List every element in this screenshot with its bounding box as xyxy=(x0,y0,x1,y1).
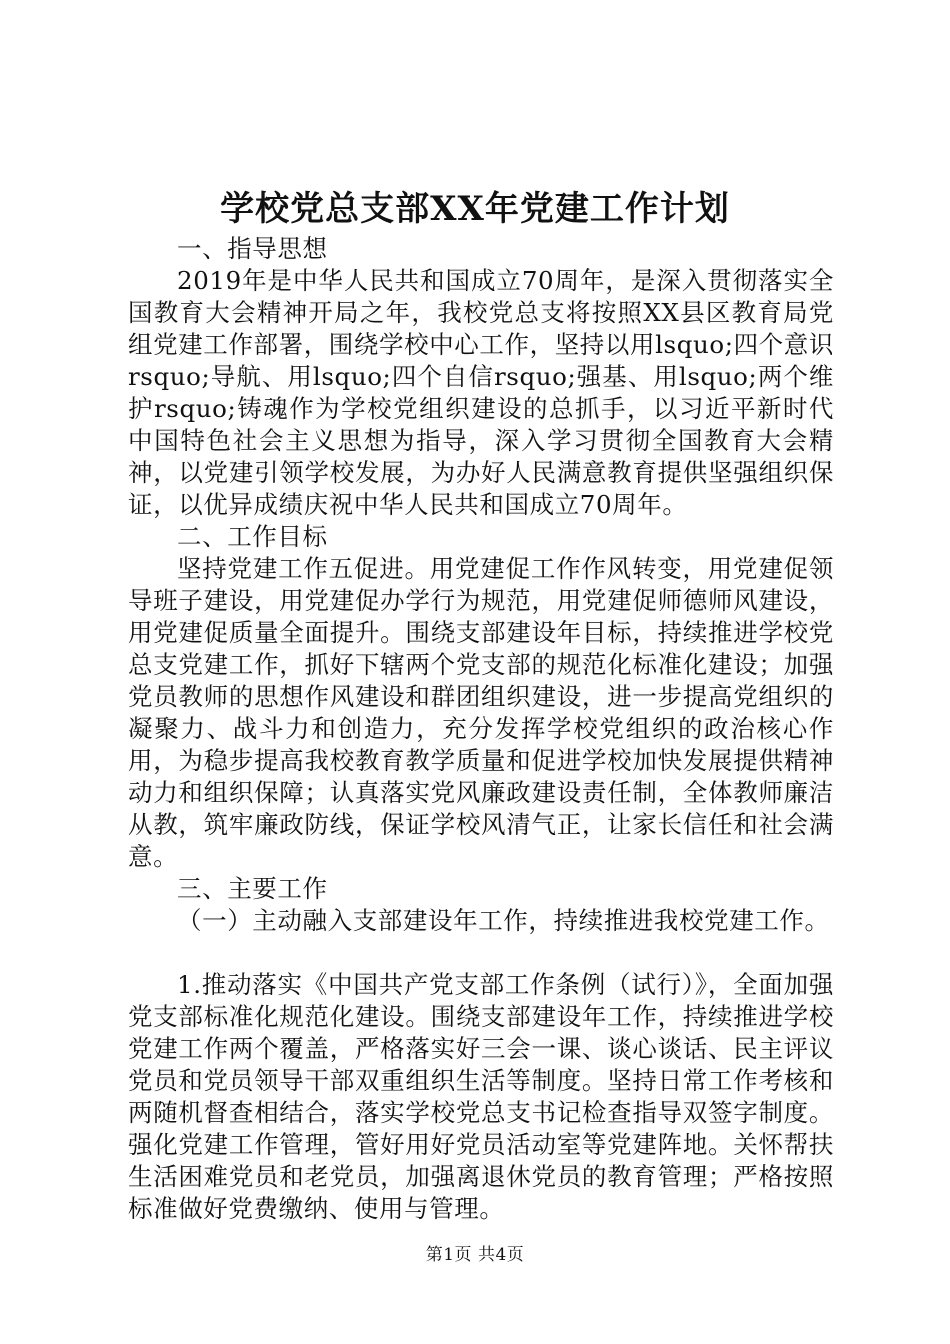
paragraph-guiding-ideology: 2019年是中华人民共和国成立70周年，是深入贯彻落实全国教育大会精神开局之年，我校党总支将按照XX县区教育局党组党建工作部署，围绕学校中心工作，坚持以用lsquo;四个意识rsquo;导航、用lsquo;四个自信rsquo;强基、用lsquo;两个维护rsquo;铸魂作为学校党组织建设的总抓手，以习近平新时代中国特色社会主义思想为指导，深入学习贯彻全国教育大会精神，以党建引领学校发展，为办好人民满意教育提供坚强组织保证，以优异成绩庆祝中华人民共和国成立70周年。 xyxy=(128,266,834,519)
document-title: 学校党总支部XX年党建工作计划 xyxy=(220,189,730,229)
paragraph-work-goals: 坚持党建工作五促进。用党建促工作作风转变，用党建促领导班子建设，用党建促办学行为规范，用党建促师德师风建设，用党建促质量全面提升。围绕支部建设年目标，持续推进学校党总支党建工作，抓好下辖两个党支部的规范化标准化建设；加强党员教师的思想作风建设和群团组织建设，进一步提高党组织的凝聚力、战斗力和创造力，充分发挥学校党组织的政治核心作用，为稳步提高我校教育教学质量和促进学校加快发展提供精神动力和组织保障；认真落实党风廉政建设责任制，全体教师廉洁从教，筑牢廉政防线，保证学校风清气正，让家长信任和社会满意。 xyxy=(128,554,834,871)
document-body xyxy=(128,233,834,1225)
section-heading-main-work: 三、主要工作 xyxy=(177,874,328,903)
section-heading-work-goals: 二、工作目标 xyxy=(177,522,328,551)
section-heading-guiding-ideology: 一、指导思想 xyxy=(177,234,328,263)
page-footer: 第1页 共4页 xyxy=(425,1245,525,1265)
paragraph-main-work-1: 1.推动落实《中国共产党支部工作条例（试行）》，全面加强党支部标准化规范化建设。围绕支部建设年工作，持续推进学校党建工作两个覆盖，严格落实好三会一课、谈心谈话、民主评议党员和党员领导干部双重组织生活等制度。坚持日常工作考核和两随机督查相结合，落实学校党总支书记检查指导双签字制度。强化党建工作管理，管好用好党员活动室等党建阵地。关怀帮扶生活困难党员和老党员，加强离退休党员的教育管理；严格按照标准做好党费缴纳、使用与管理。 xyxy=(128,970,834,1223)
subsection-heading-1: （一）主动融入支部建设年工作，持续推进我校党建工作。 xyxy=(177,906,830,935)
